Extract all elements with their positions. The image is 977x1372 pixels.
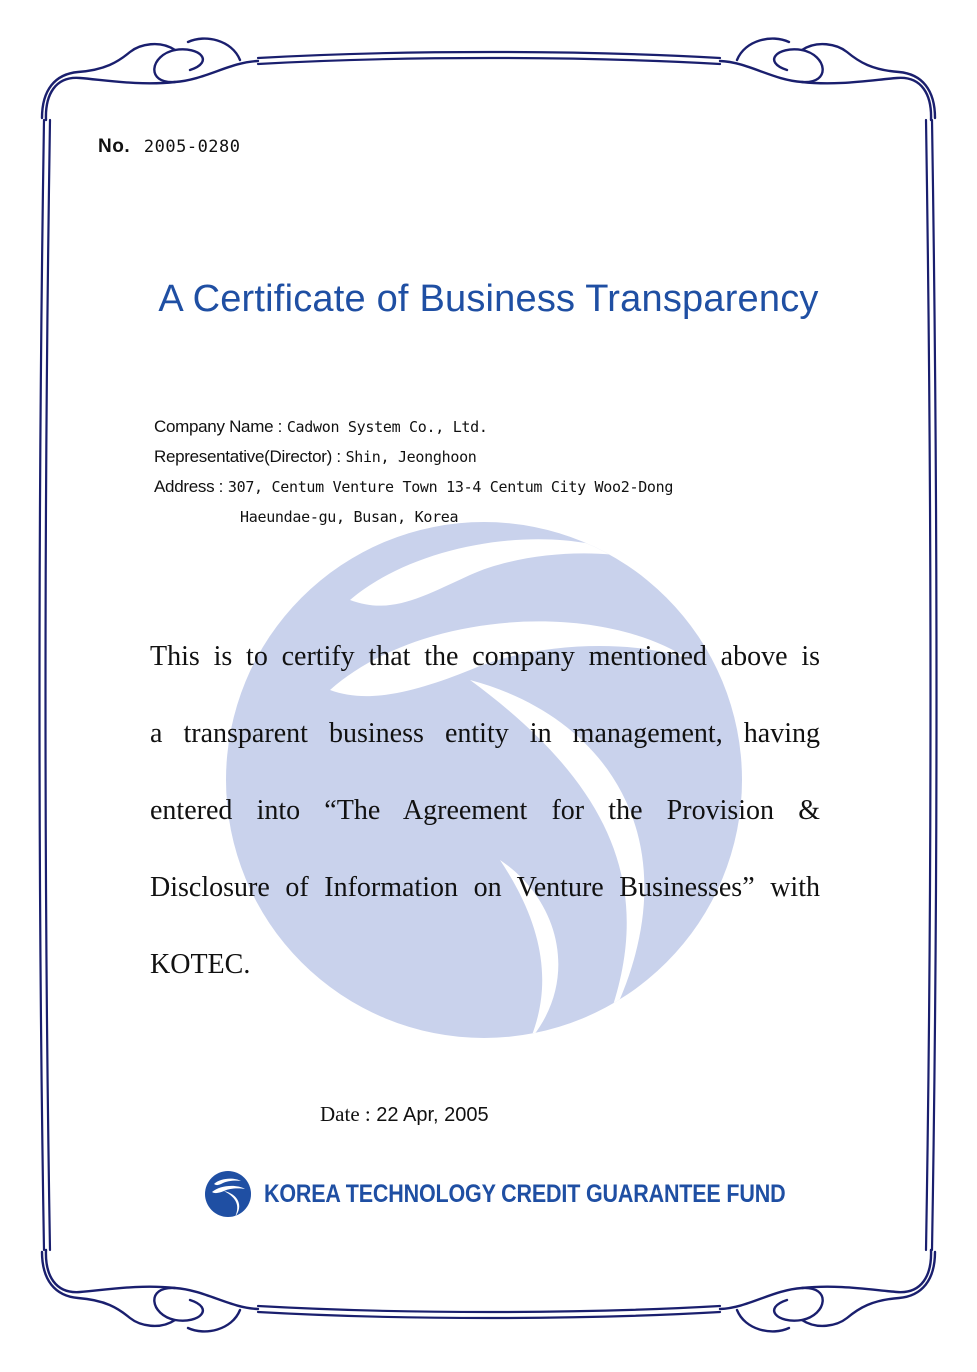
company-name-label: Company Name : [154,417,283,436]
certificate-number-label: No. [98,136,131,157]
representative-label: Representative(Director) : [154,447,341,466]
address-row [154,472,673,502]
certificate-number [98,136,241,158]
certification-statement [150,618,820,1003]
address-row-2 [154,502,673,532]
statement-line: KOTEC. [150,949,251,980]
certificate-number-value: 2005-0280 [143,137,241,157]
representative-row [154,442,673,472]
company-name-value: Cadwon System Co., Ltd. [286,418,488,436]
company-name-row [154,412,673,442]
issuer-name: KOREA TECHNOLOGY CREDIT GUARANTEE FUND [264,1179,786,1208]
date-value: 22 Apr, 2005 [376,1104,489,1126]
issuer-signature [204,1168,870,1220]
statement-line: a transparent business entity in management, having [150,718,820,749]
statement-line: entered into “The Agreement for the Provision & [150,795,820,826]
statement-line: This is to certify that the company mentioned above is [150,641,820,672]
certificate-title: A Certificate of Business Transparency [158,278,819,320]
address-line-2: Haeundae-gu, Busan, Korea [240,508,459,526]
issue-date [320,1102,489,1127]
address-line-1: 307, Centum Venture Town 13-4 Centum City Woo2-Dong [227,478,674,496]
date-label: Date : [320,1102,371,1126]
statement-line: Disclosure of Information on Venture Businesses” with [150,872,820,903]
representative-value: Shin, Jeonghoon [345,448,477,466]
kotec-logo-icon [204,1170,252,1218]
address-label: Address : [154,477,224,496]
company-info [154,412,673,532]
